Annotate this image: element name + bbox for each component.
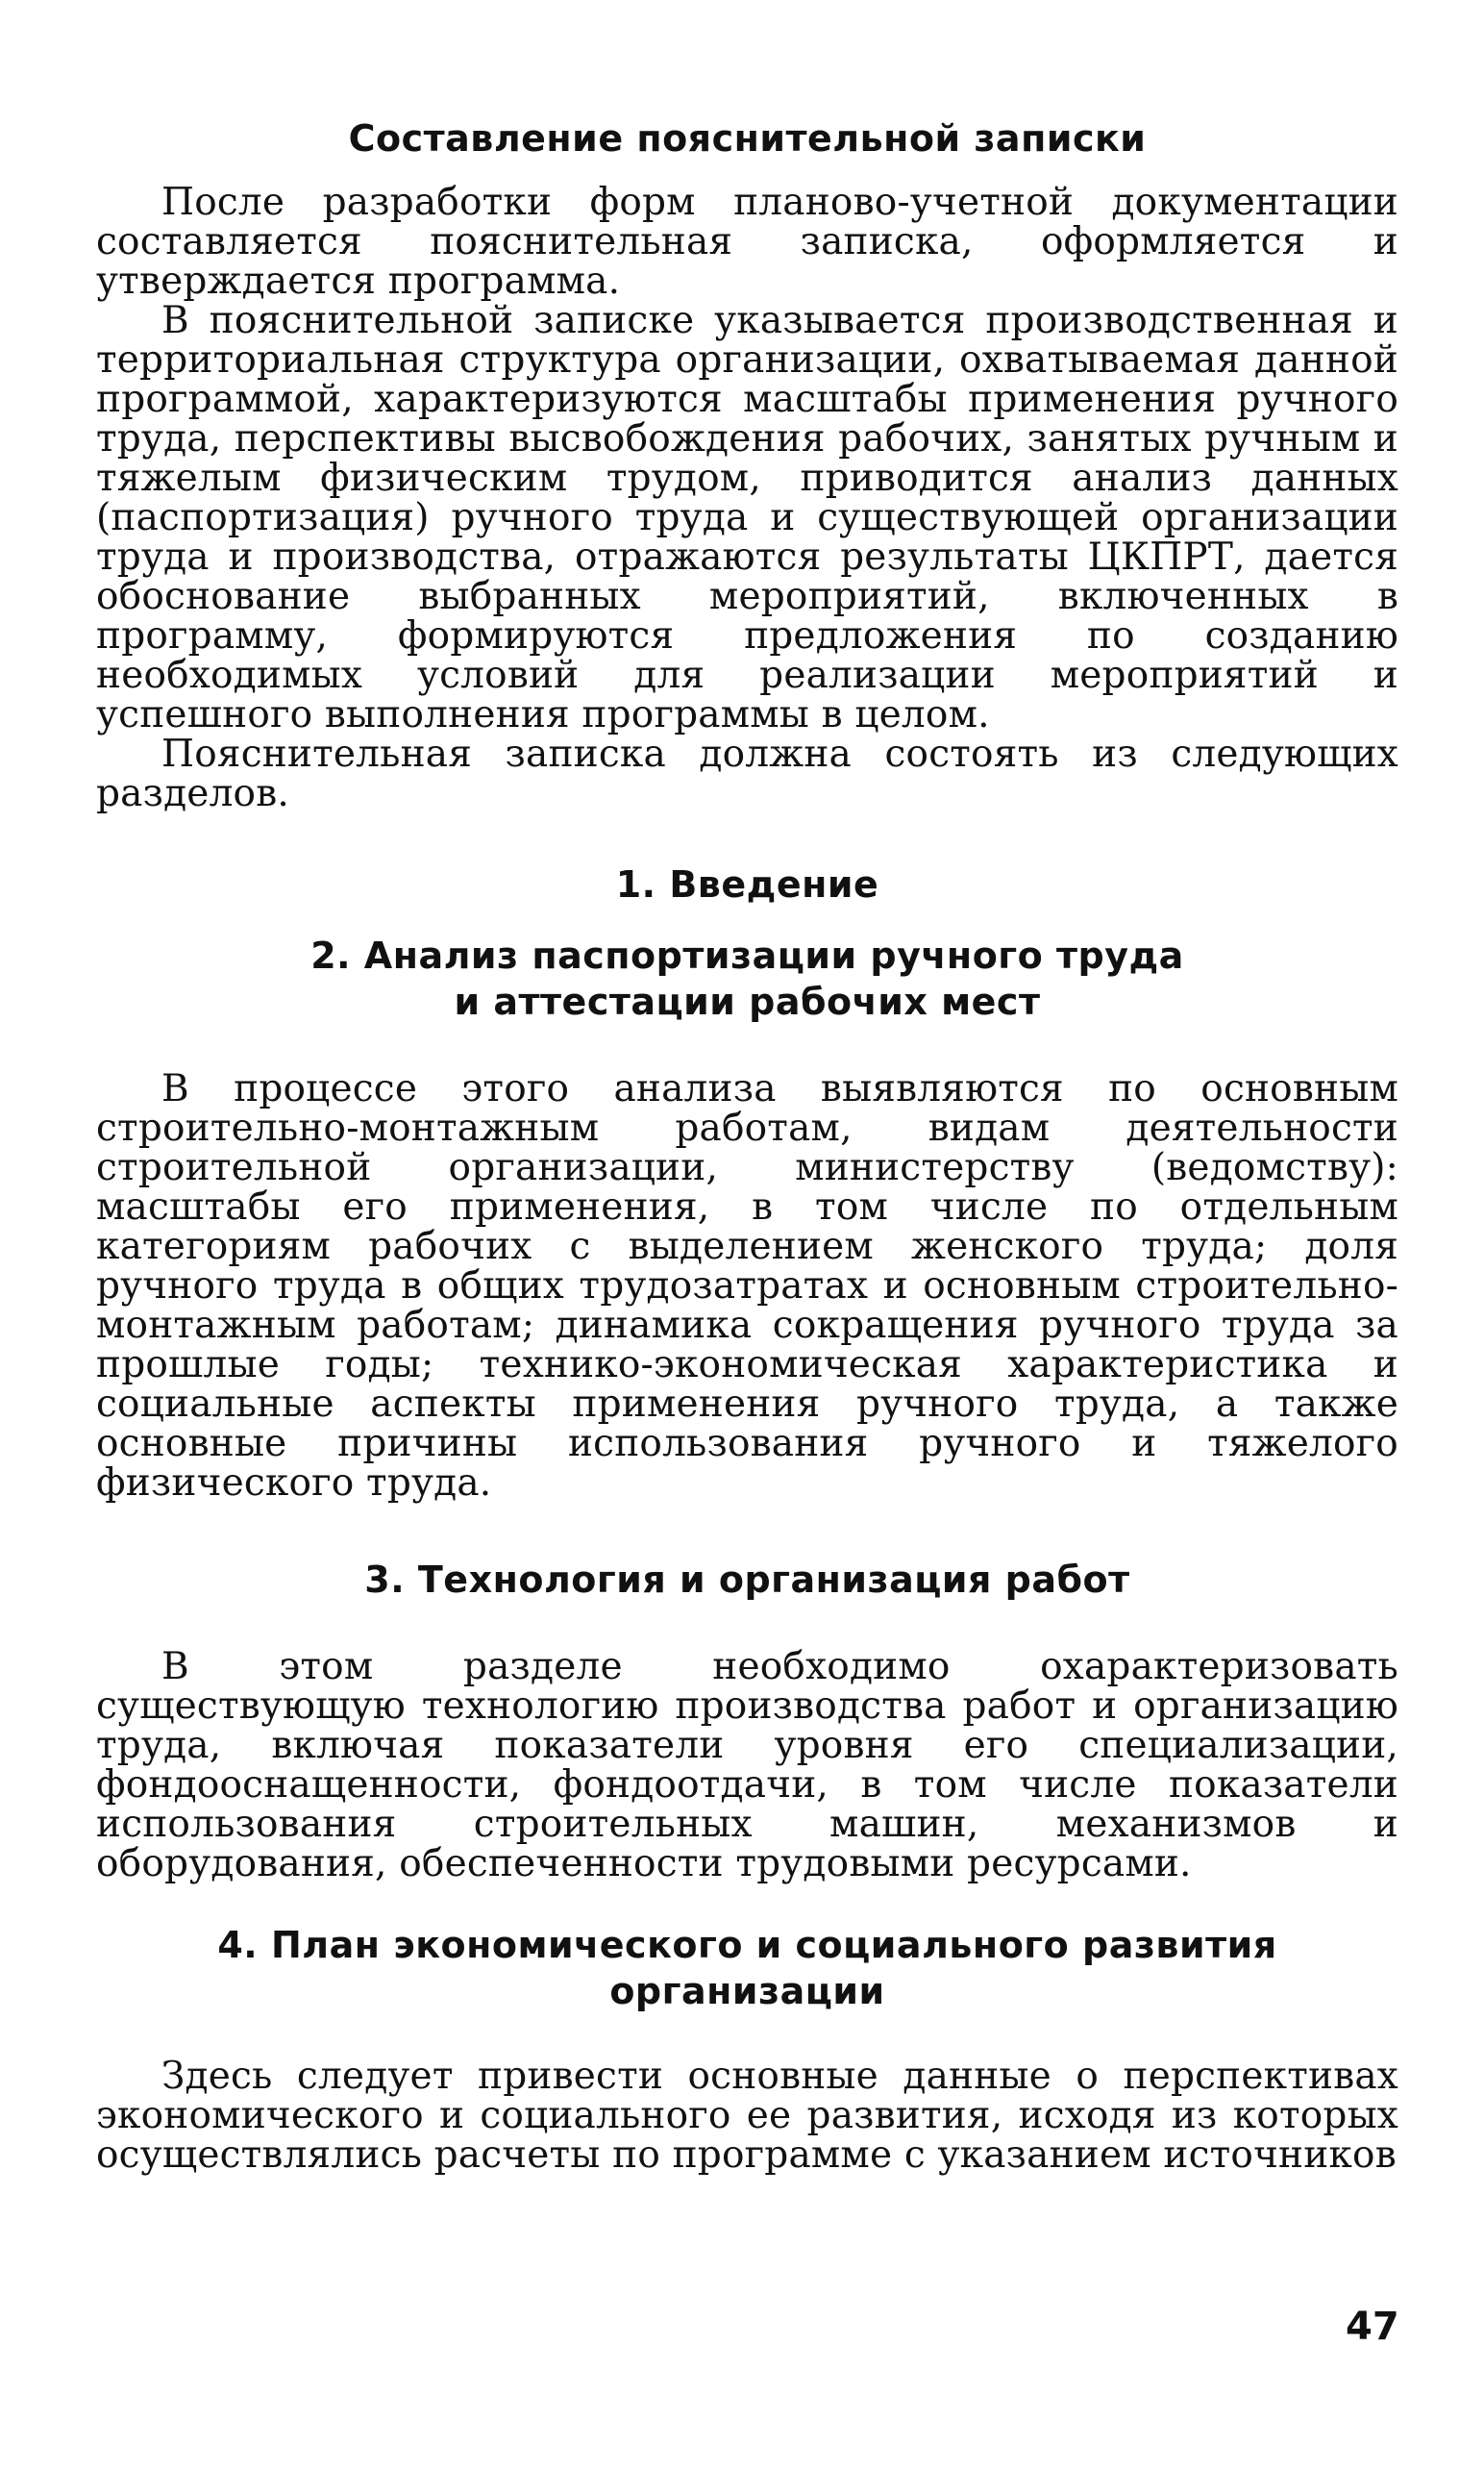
section-heading-explanatory-note: Составление пояснительной записки xyxy=(348,117,1147,160)
page-number: 47 xyxy=(1346,2305,1399,2349)
paragraph-intro-2: В пояснительной записке указывается производственная и территориальная структура организации, охватываемая данной программой, характеризуются масштабы применения ручного труда, перспективы высвобождения рабочих, занятых ручным и тяжелым физическим трудом, приводится анализ данных (паспортизация) ручного труда и существующей организации труда и производства, отражаются результаты ЦКПРТ, дается обоснование выбранных мероприятий, включенных в программу, формируются предложения по созданию необходимых условий для реализации мероприятий и успешного выполнения программы в целом. xyxy=(96,299,1398,736)
paragraph-intro-1: После разработки форм планово-учетной документации составляется пояснительная записка, оформляется и утверждается программа. xyxy=(96,181,1398,303)
section-heading-plan: 4. План экономического и социального развития организации xyxy=(217,1924,1277,2012)
paragraph-analysis: В процессе этого анализа выявляются по основным строительно-монтажным работам, видам деятельности строительной организации, министерству (ведомству): масштабы его применения, в том числе по отдельным категориям рабочих с выделением женского труда; доля ручного труда в общих трудозатратах и основным строительно-монтажным работам; динамика сокращения ручного труда за прошлые годы; технико-экономическая характеристика и социальные аспекты применения ручного труда, а также основные причины использования ручного и тяжелого физического труда. xyxy=(96,1067,1398,1505)
section-heading-analysis-line2: и аттестации рабочих мест xyxy=(454,981,1041,1023)
paragraph-intro-3: Пояснительная записка должна состоять из следующих разделов. xyxy=(96,733,1398,815)
section-heading-analysis xyxy=(96,933,1398,1025)
paragraph-plan: Здесь следует привести основные данные о перспективах экономического и социального ее развития, исходя из которых осуществлялись расчеты по программе с указанием источников xyxy=(96,2055,1398,2177)
section-heading-introduction: 1. Введение xyxy=(615,863,879,906)
section-heading-analysis-line1: 2. Анализ паспортизации ручного труда xyxy=(310,935,1184,977)
paragraph-technology: В этом разделе необходимо охарактеризовать существующую технологию производства работ и организацию труда, включая показатели уровня его специализации, фондооснащенности, фондоотдачи, в том числе показатели использования строительных машин, механизмов и оборудования, обеспеченности трудовыми ресурсами. xyxy=(96,1645,1398,1885)
section-heading-technology: 3. Технология и организация работ xyxy=(364,1559,1130,1601)
document-page xyxy=(96,115,1398,2175)
